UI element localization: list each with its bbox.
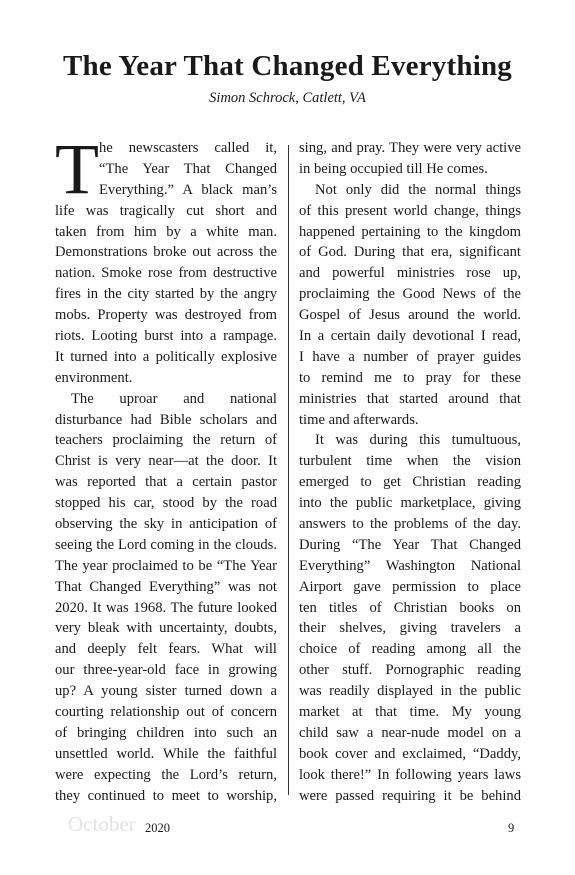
text-line: choice of reading among all the [299, 641, 521, 658]
text-line: stopped his car, stood by the road [55, 495, 277, 512]
text-line: proclaiming the Good News of the [299, 286, 521, 303]
page-number: 9 [508, 821, 515, 835]
text-line: they continued to meet to worship, [55, 787, 277, 804]
text-line: emerged to get Christian reading [299, 474, 521, 491]
text-line: very bleak with uncertainty, doubts, [55, 620, 277, 637]
text-line: their shelves, giving travelers a [299, 620, 521, 637]
footer-month: October [68, 812, 136, 836]
text-line: was readily displayed in the public [299, 683, 521, 700]
text-line: disturbance had Bible scholars and [55, 411, 277, 428]
text-line: Not only did the normal things [315, 181, 521, 198]
text-line: and deeply felt fears. What will [55, 641, 277, 658]
text-line: riots. Looting burst into a rampage. [55, 328, 277, 345]
text-line: That Changed Everything” was not [55, 578, 277, 595]
text-line: and powerful ministries rose up, [299, 265, 521, 282]
text-line: were expecting the Lord’s return, [55, 766, 277, 783]
text-line: time and afterwards. [299, 411, 419, 428]
text-line: ten titles of Christian books on [299, 599, 521, 616]
text-line: seeing the Lord coming in the clouds. [55, 536, 277, 553]
text-line: nation. Smoke rose from destructive [55, 265, 277, 282]
text-line: book cover and exclaimed, “Daddy, [299, 745, 521, 762]
left-column [55, 129, 277, 807]
text-line: Gospel of Jesus around the world. [299, 307, 521, 324]
right-column [299, 138, 521, 807]
text-line: in being occupied till He comes. [299, 160, 488, 177]
text-line: Demonstrations broke out across the [55, 244, 277, 261]
text-line: turbulent time when the vision [299, 453, 521, 470]
dropcap-paragraph-start [55, 129, 277, 209]
text-line: to remind me to pray for these [299, 369, 521, 386]
text-line: During “The Year That Changed [299, 536, 521, 553]
text-line: market at that time. My young [299, 704, 521, 721]
text-line: The year proclaimed to be “The Year [55, 557, 277, 574]
text-line: “The Year That Changed [99, 160, 277, 177]
text-line: 2020. It was 1968. The future looked [55, 599, 277, 616]
text-line: answers to the problems of the day. [299, 516, 521, 533]
text-line: into the public marketplace, giving [299, 495, 521, 512]
column-divider [288, 145, 289, 795]
text-line: It turned into a politically explosive [55, 348, 277, 365]
text-line: life was tragically cut short and [55, 202, 277, 219]
text-line: I have a number of prayer guides [299, 348, 521, 365]
text-line: other stuff. Pornographic reading [299, 662, 521, 679]
text-line: The uproar and national [71, 390, 277, 407]
text-line: Everything” Washington National [299, 557, 521, 574]
text-line: he newscasters called it, [99, 140, 277, 156]
text-line: our three-year-old face in growing [55, 662, 277, 679]
text-line: teachers proclaiming the return of [55, 432, 277, 449]
text-line: was reported that a certain pastor [55, 474, 277, 491]
text-line: mobs. Property was destroyed from [55, 307, 277, 324]
text-line: observing the sky in anticipation of [55, 516, 277, 533]
drop-cap: T [55, 129, 99, 209]
article-byline: Simon Schrock, Catlett, VA [209, 90, 366, 106]
text-line: of this present world change, things [299, 202, 521, 219]
text-line: Everything.” A black man’s [99, 181, 277, 198]
text-line: fires in the city started by the angry [55, 286, 277, 303]
text-line: sing, and pray. They were very active [299, 140, 521, 156]
text-line: child saw a near-nude model on a [299, 724, 521, 741]
text-line: look there!” In following years laws [299, 766, 521, 783]
text-line: of bringing children into such an [55, 724, 277, 741]
text-line: Christ is very near—at the door. It [55, 453, 277, 470]
text-line: up? A young sister turned down a [55, 683, 277, 700]
text-line: In a certain daily devotional I read, [299, 328, 521, 345]
text-line: Airport gave permission to place [299, 578, 521, 595]
text-line: It was during this tumultuous, [315, 432, 521, 449]
text-line: happened pertaining to the kingdom [299, 223, 521, 240]
text-line: environment. [55, 369, 133, 386]
text-line: taken from him by a white man. [55, 223, 277, 240]
text-line: unsettled world. While the faithful [55, 745, 277, 762]
footer-year: 2020 [145, 821, 170, 835]
article-title: The Year That Changed Everything [63, 50, 512, 82]
text-line: were passed requiring it be behind [299, 787, 521, 804]
text-line: ministries that started around that [299, 390, 521, 407]
text-line: of God. During that era, significant [299, 244, 521, 261]
text-line: courting relationship out of concern [55, 704, 277, 721]
